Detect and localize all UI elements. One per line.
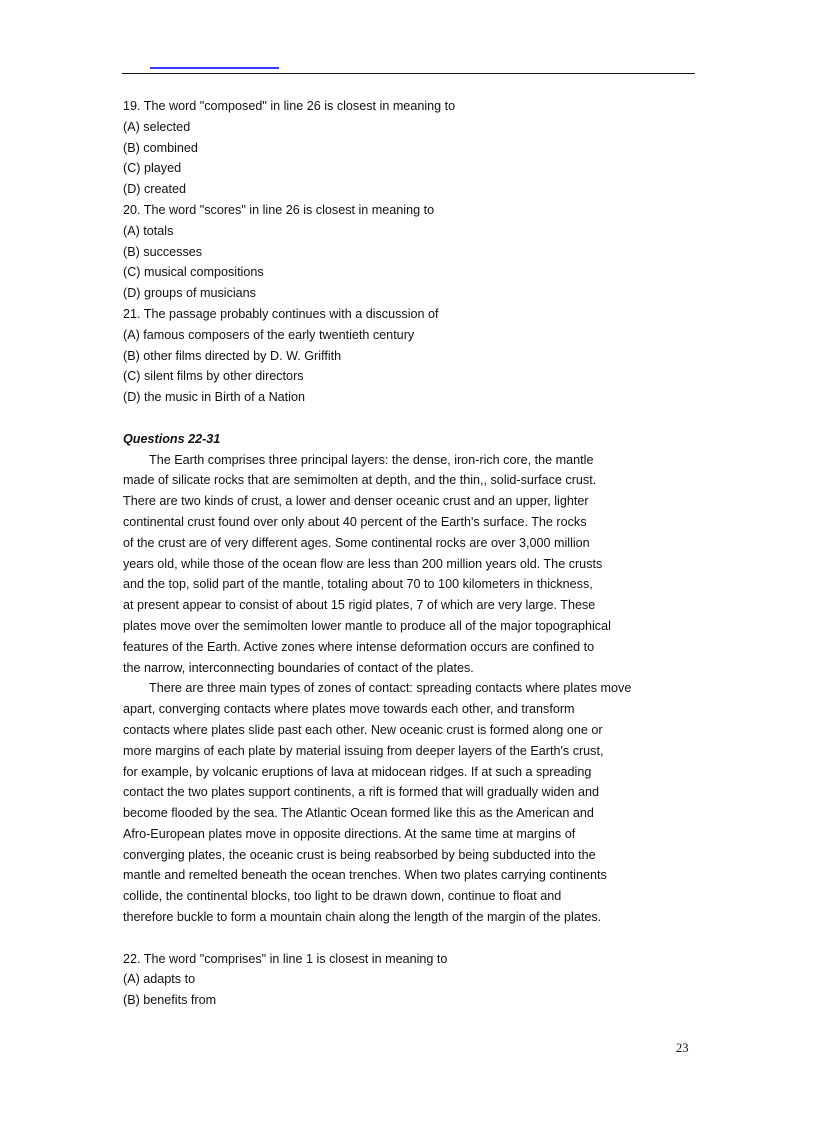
passage-line: There are two kinds of crust, a lower and denser oceanic crust and an upper, lighter — [123, 494, 589, 509]
q20-option-d: (D) groups of musicians — [123, 286, 256, 301]
passage-line: Afro-European plates move in opposite directions. At the same time at margins of — [123, 826, 576, 841]
question-22: 22. The word "comprises" in line 1 is closest in meaning to — [123, 951, 448, 966]
passage-line: collide, the continental blocks, too light to be drawn down, continue to float and — [123, 889, 562, 904]
passage-line: contact the two plates support continents, a rift is formed that will gradually widen and — [123, 785, 600, 800]
passage-line: therefore buckle to form a mountain chain along the length of the margin of the plates. — [123, 910, 602, 925]
q21-option-b: (B) other films directed by D. W. Griffith — [123, 348, 342, 363]
q21-option-a: (A) famous composers of the early twentieth century — [123, 327, 415, 342]
passage-line: and the top, solid part of the mantle, totaling about 70 to 100 kilometers in thickness, — [123, 577, 593, 592]
q20-option-b: (B) successes — [123, 244, 203, 259]
passage-line: at present appear to consist of about 15 rigid plates, 7 of which are very large. These — [123, 598, 596, 613]
passage-line: The Earth comprises three principal layers: the dense, iron-rich core, the mantle — [149, 452, 594, 467]
question-19: 19. The word "composed" in line 26 is closest in meaning to — [123, 99, 456, 113]
passage-line: the narrow, interconnecting boundaries of contact of the plates. — [123, 660, 474, 675]
passage-paragraph-2 — [123, 678, 703, 928]
passage-line: apart, converging contacts where plates move towards each other, and transform — [123, 702, 575, 717]
passage-line: for example, by volcanic eruptions of lava at midocean ridges. If at such a spreading — [123, 764, 592, 779]
passage-line: of the crust are of very different ages. Some continental rocks are over 3,000 million — [123, 535, 590, 550]
passage-line: continental crust found over only about 40 percent of the Earth's surface. The rocks — [123, 514, 587, 529]
section-title: Questions 22-31 — [123, 431, 221, 446]
q19-option-b: (B) combined — [123, 140, 198, 155]
passage-line: years old, while those of the ocean flow are less than 200 million years old. The crusts — [123, 556, 603, 571]
q19-option-c: (C) played — [123, 161, 182, 176]
passage-line: more margins of each plate by material issuing from deeper layers of the Earth's crust, — [123, 743, 604, 758]
question-20: 20. The word "scores" in line 26 is closest in meaning to — [123, 202, 435, 217]
q19-option-d: (D) created — [123, 182, 186, 197]
passage-line: There are three main types of zones of contact: spreading contacts where plates move — [149, 681, 632, 696]
passage-line: made of silicate rocks that are semimolten at depth, and the thin,, solid-surface crust. — [123, 473, 597, 488]
passage-line: converging plates, the oceanic crust is being reabsorbed by being subducted into the — [123, 847, 596, 862]
q22-option-a: (A) adapts to — [123, 972, 196, 987]
spacer — [123, 928, 703, 949]
page-number: 23 — [676, 1041, 689, 1055]
question-21: 21. The passage probably continues with a discussion of — [123, 306, 439, 321]
q21-option-d: (D) the music in Birth of a Nation — [123, 390, 305, 405]
page-content — [123, 96, 703, 1011]
passage-line: contacts where plates slide past each other. New oceanic crust is formed along one or — [123, 722, 603, 737]
q20-option-a: (A) totals — [123, 223, 174, 238]
q21-option-c: (C) silent films by other directors — [123, 369, 304, 384]
q20-option-c: (C) musical compositions — [123, 265, 264, 280]
questions-19-21 — [123, 96, 703, 408]
passage-line: become flooded by the sea. The Atlantic Ocean formed like this as the American and — [123, 806, 594, 821]
spacer — [123, 408, 703, 429]
header-rule — [122, 73, 695, 74]
q19-option-a: (A) selected — [123, 119, 191, 134]
passage-line: mantle and remelted beneath the ocean trenches. When two plates carrying continents — [123, 868, 607, 883]
passage-line: features of the Earth. Active zones where intense deformation occurs are confined to — [123, 639, 595, 654]
questions-22 — [123, 949, 703, 1011]
passage-paragraph-1 — [123, 450, 703, 679]
header-link-underline[interactable] — [150, 67, 279, 69]
passage-line: plates move over the semimolten lower mantle to produce all of the major topographical — [123, 618, 611, 633]
q22-option-b: (B) benefits from — [123, 993, 217, 1008]
